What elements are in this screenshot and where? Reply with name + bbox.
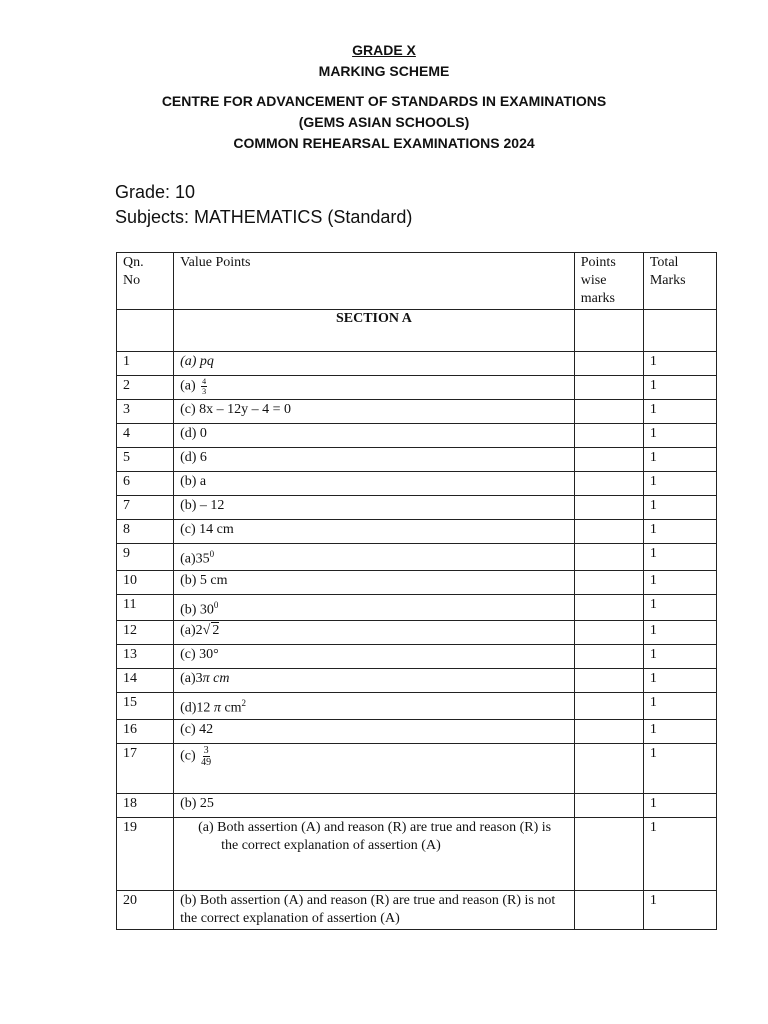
value-point: (b) – 12 — [174, 496, 575, 520]
question-number: 10 — [117, 570, 174, 594]
table-row — [117, 448, 717, 472]
points-wise-marks — [574, 743, 643, 793]
points-wise-marks — [574, 594, 643, 621]
points-wise-marks — [574, 669, 643, 693]
points-wise-marks — [574, 645, 643, 669]
value-point: (c) 42 — [174, 719, 575, 743]
question-number: 5 — [117, 448, 174, 472]
question-number: 3 — [117, 400, 174, 424]
document-header — [0, 40, 768, 154]
table-row — [117, 693, 717, 720]
question-number: 12 — [117, 621, 174, 645]
value-point: (d)12 π $cm^2$ — [174, 693, 575, 720]
value-point: (b) $30^0$ — [174, 594, 575, 621]
points-wise-marks — [574, 376, 643, 400]
table-row — [117, 621, 717, 645]
question-number: 17 — [117, 743, 174, 793]
table-row — [117, 594, 717, 621]
value-point: (b) a — [174, 472, 575, 496]
total-marks: 1 — [643, 817, 716, 890]
table-row — [117, 520, 717, 544]
points-wise-marks — [574, 400, 643, 424]
total-marks: 1 — [643, 448, 716, 472]
value-point: (a) $\frac{4}{3}$ — [174, 376, 575, 400]
table-row — [117, 793, 717, 817]
points-wise-marks — [574, 693, 643, 720]
total-marks: 1 — [643, 743, 716, 793]
question-number: 2 — [117, 376, 174, 400]
table-row — [117, 472, 717, 496]
points-wise-marks — [574, 890, 643, 929]
value-point: (c) 14 cm — [174, 520, 575, 544]
subject-line: Subjects: MATHEMATICS (Standard) — [115, 207, 413, 227]
header-total-marks: Total Marks — [643, 253, 716, 310]
scheme-heading: MARKING SCHEME — [318, 63, 450, 79]
fraction: $\frac{4}{3}$ — [202, 377, 207, 396]
question-number: 19 — [117, 817, 174, 890]
total-marks: 1 — [643, 472, 716, 496]
question-number: 15 — [117, 693, 174, 720]
total-marks: 1 — [643, 424, 716, 448]
points-wise-marks — [574, 352, 643, 376]
value-point: $(a)35^0$ — [174, 544, 575, 571]
centre-heading: CENTRE FOR ADVANCEMENT OF STANDARDS IN EXAMINATIONS — [161, 93, 607, 109]
grade-line: Grade: 10 — [115, 182, 196, 202]
question-number: 9 — [117, 544, 174, 571]
schools-heading: (GEMS ASIAN SCHOOLS) — [298, 114, 470, 130]
points-wise-marks — [574, 472, 643, 496]
question-number: 11 — [117, 594, 174, 621]
total-marks: 1 — [643, 719, 716, 743]
table-row — [117, 544, 717, 571]
question-number: 14 — [117, 669, 174, 693]
total-marks: 1 — [643, 570, 716, 594]
value-point: (c) 30° — [174, 645, 575, 669]
total-marks: 1 — [643, 376, 716, 400]
table-row — [117, 352, 717, 376]
points-wise-marks — [574, 719, 643, 743]
table-header-row — [117, 253, 717, 310]
total-marks: 1 — [643, 621, 716, 645]
fraction: $\frac{3}{49}$ — [201, 744, 212, 768]
table-row — [117, 496, 717, 520]
table-row — [117, 817, 717, 890]
question-number: 1 — [117, 352, 174, 376]
question-number: 8 — [117, 520, 174, 544]
points-wise-marks — [574, 621, 643, 645]
table-row — [117, 645, 717, 669]
points-wise-marks — [574, 496, 643, 520]
table-row — [117, 376, 717, 400]
table-row — [117, 400, 717, 424]
question-number: 6 — [117, 472, 174, 496]
value-point: (a) pq — [174, 352, 575, 376]
points-wise-marks — [574, 793, 643, 817]
exam-meta — [115, 180, 412, 230]
value-point: (b) 25 — [174, 793, 575, 817]
points-wise-marks — [574, 817, 643, 890]
grade-heading: GRADE X — [352, 42, 416, 58]
total-marks: 1 — [643, 693, 716, 720]
exam-heading: COMMON REHEARSAL EXAMINATIONS 2024 — [233, 135, 535, 151]
total-marks: 1 — [643, 594, 716, 621]
total-marks: 1 — [643, 669, 716, 693]
question-number: 7 — [117, 496, 174, 520]
points-wise-marks — [574, 544, 643, 571]
total-marks: 1 — [643, 352, 716, 376]
header-qno: Qn. No — [117, 253, 174, 310]
table-row — [117, 570, 717, 594]
table-body — [117, 352, 717, 930]
total-marks: 1 — [643, 793, 716, 817]
total-marks: 1 — [643, 520, 716, 544]
value-point: (d) 6 — [174, 448, 575, 472]
question-number: 18 — [117, 793, 174, 817]
question-number: 16 — [117, 719, 174, 743]
total-marks: 1 — [643, 645, 716, 669]
question-number: 4 — [117, 424, 174, 448]
value-point: (c) 8x – 12y – 4 = 0 — [174, 400, 575, 424]
points-wise-marks — [574, 570, 643, 594]
table-row — [117, 669, 717, 693]
question-number: 20 — [117, 890, 174, 929]
table-row — [117, 890, 717, 929]
value-point: (b) Both assertion (A) and reason (R) are true and reason (R) is not the correct explanation of assertion (A) — [174, 890, 575, 929]
table-row — [117, 743, 717, 793]
marking-table — [116, 252, 717, 930]
table-row — [117, 424, 717, 448]
question-number: 13 — [117, 645, 174, 669]
section-row — [117, 310, 717, 352]
value-point: (b) 5 cm — [174, 570, 575, 594]
value-point: (d) 0 — [174, 424, 575, 448]
points-wise-marks — [574, 424, 643, 448]
points-wise-marks — [574, 448, 643, 472]
total-marks: 1 — [643, 496, 716, 520]
table-row — [117, 719, 717, 743]
total-marks: 1 — [643, 890, 716, 929]
points-wise-marks — [574, 520, 643, 544]
value-point: (a) Both assertion (A) and reason (R) are true and reason (R) is the correct explanation of assertion (A) — [174, 817, 575, 890]
total-marks: 1 — [643, 400, 716, 424]
value-point: (c) $\frac{3}{49}$ — [174, 743, 575, 793]
value-point: (a)3π cm — [174, 669, 575, 693]
total-marks: 1 — [643, 544, 716, 571]
value-point: (a)2√ 2 — [174, 621, 575, 645]
section-title: SECTION A — [174, 310, 575, 352]
header-value-points: Value Points — [174, 253, 575, 310]
header-points-wise: Points wise marks — [574, 253, 643, 310]
